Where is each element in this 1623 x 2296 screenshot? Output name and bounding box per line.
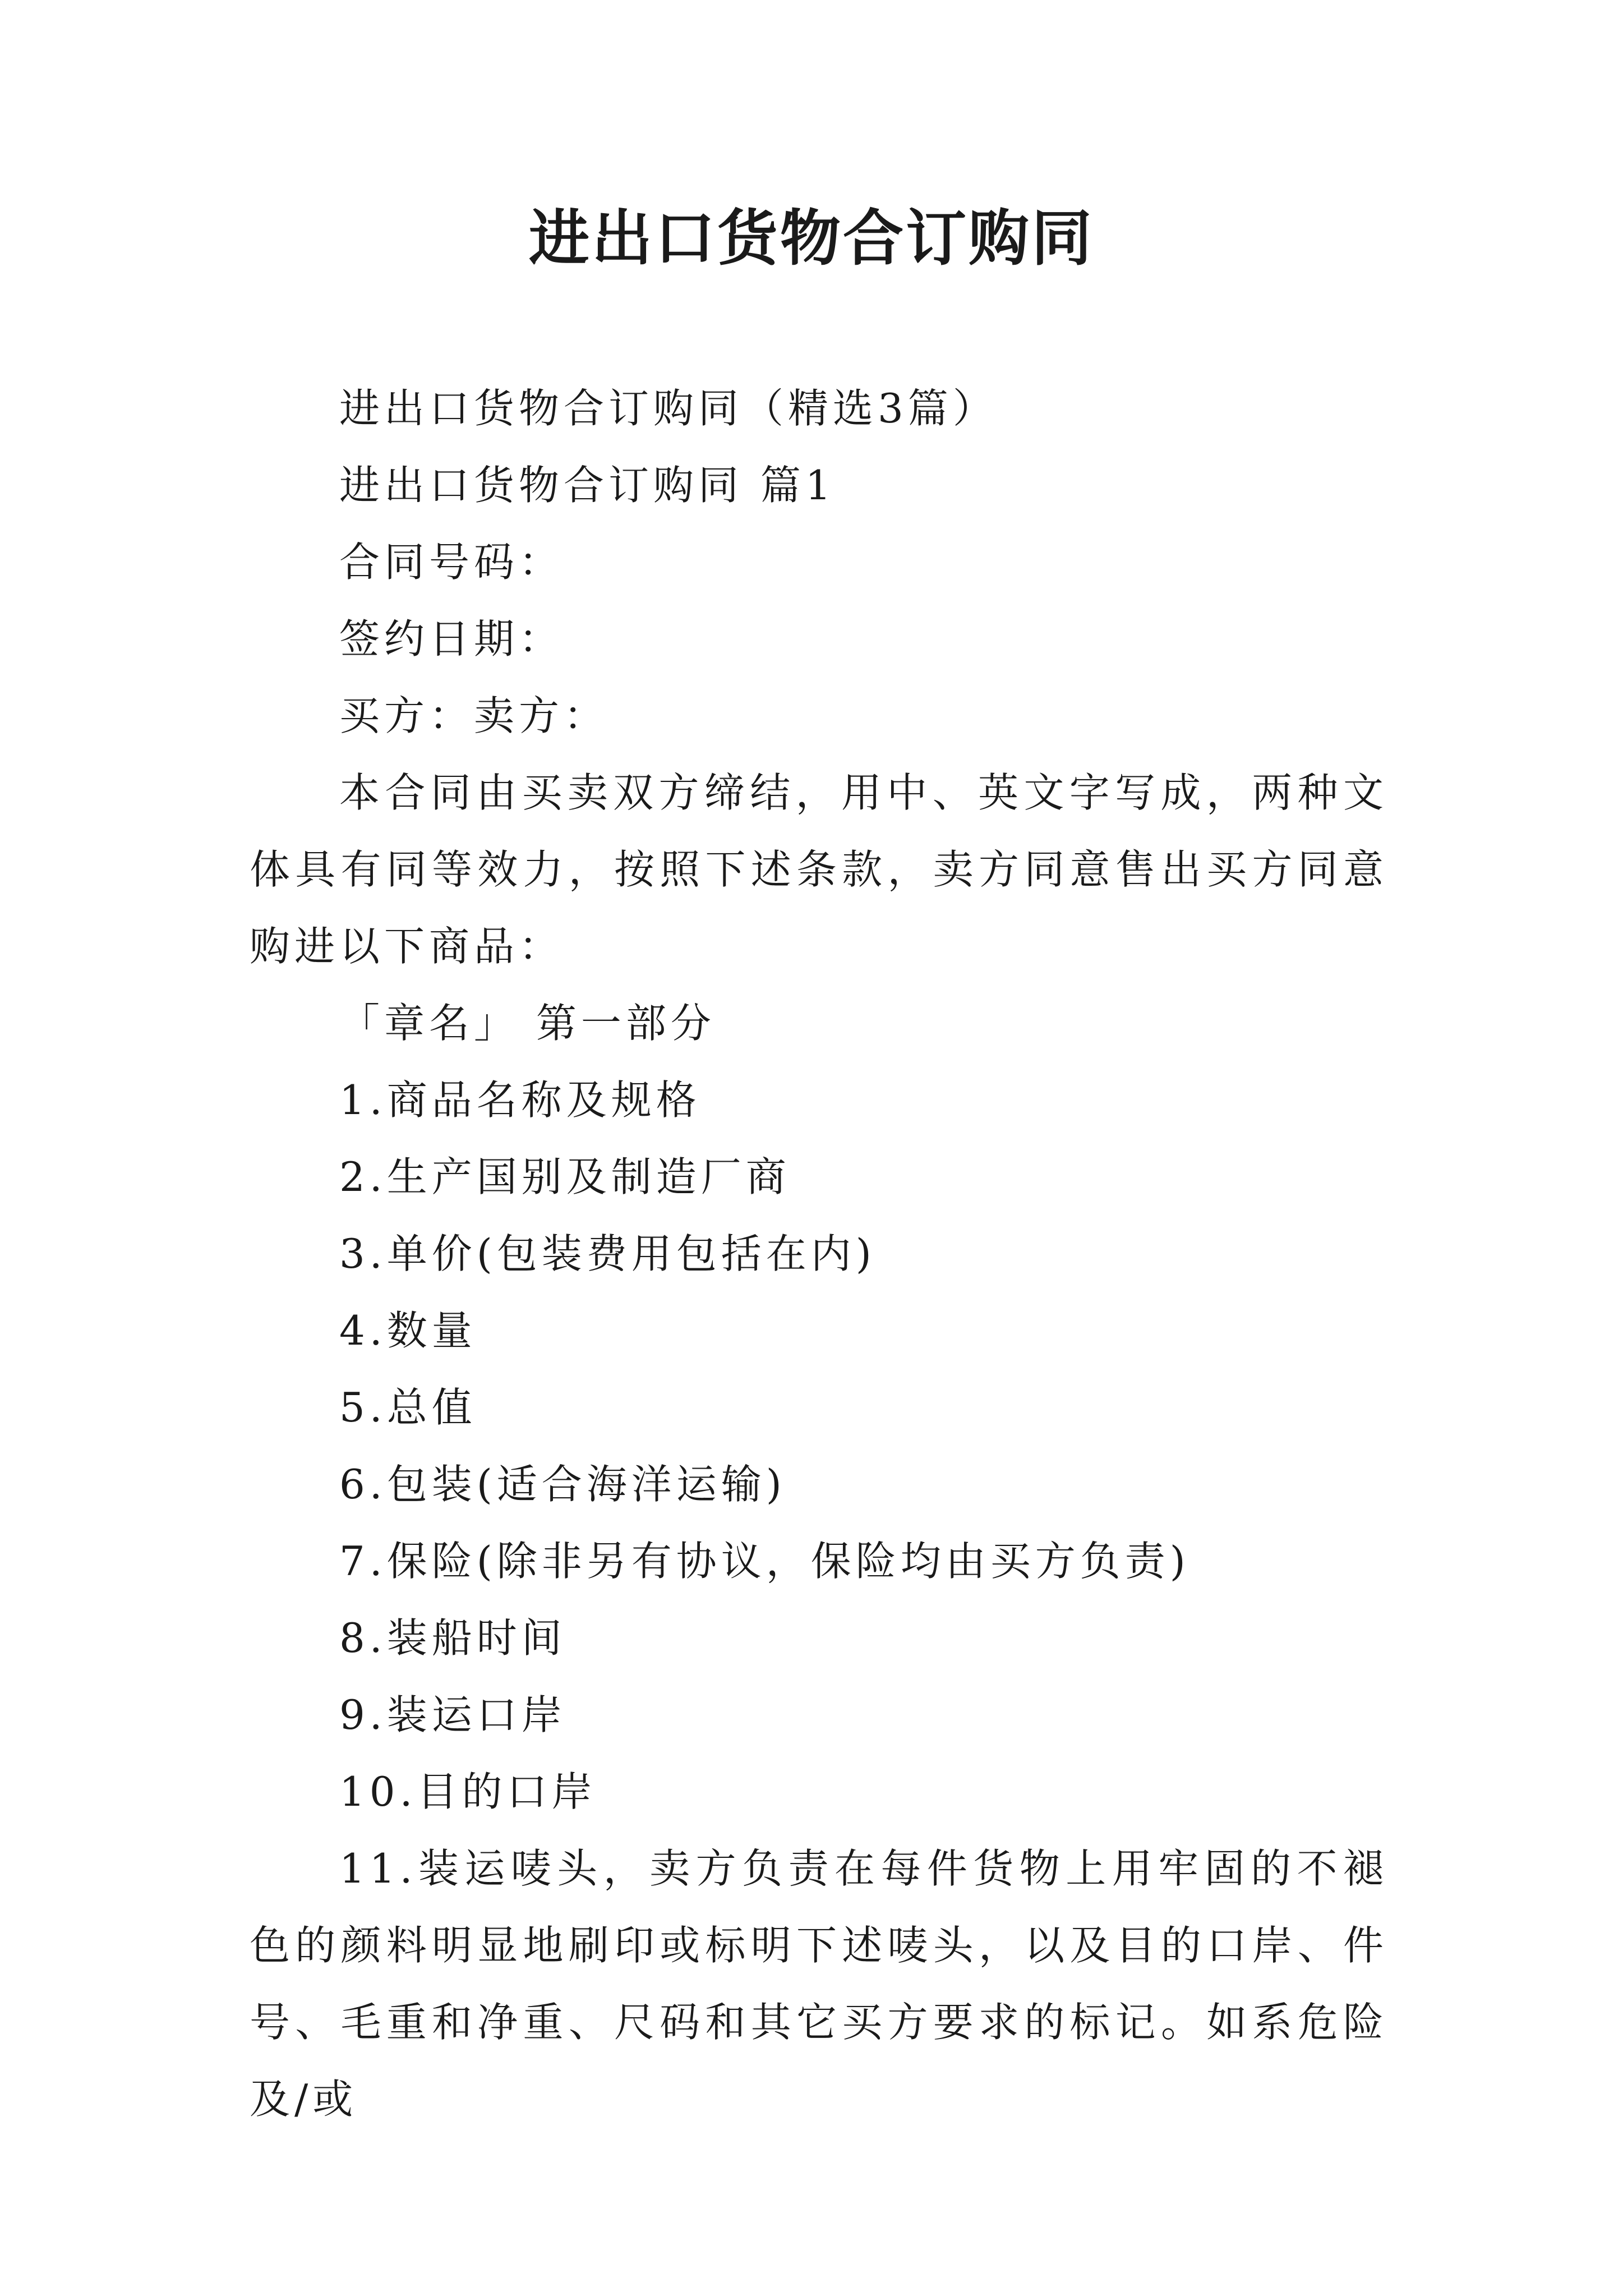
- list-item: 4.数量: [339, 1307, 477, 1354]
- section-heading: 进出口货物合订购同 篇1: [339, 462, 836, 509]
- list-item: 2.生产国别及制造厂商: [339, 1153, 791, 1200]
- chapter-line: 「章名」 第一部分: [339, 1000, 716, 1047]
- list-item: 6.包装(适合海洋运输): [339, 1461, 786, 1508]
- document-body: [250, 370, 1388, 2138]
- document-subtitle: 进出口货物合订购同（精选3篇）: [339, 385, 998, 432]
- document-title: 进出口货物合订购同: [528, 203, 1094, 274]
- item-11-paragraph: 11.装运唛头，卖方负责在每件货物上用牢固的不褪色的颜料明显地刷印或标明下述唛头，以及目的口岸、件号、毛重和净重、尺码和其它买方要求的标记。如系危险及/或: [250, 1845, 1388, 2123]
- list-item: 1.商品名称及规格: [339, 1076, 701, 1124]
- list-item: 10.目的口岸: [339, 1768, 597, 1815]
- list-item: 7.保险(除非另有协议，保险均由买方负责): [339, 1538, 1190, 1585]
- parties-line: 买方：卖方：: [339, 692, 609, 739]
- contract-number-label: 合同号码：: [339, 539, 564, 586]
- intro-paragraph: 本合同由买卖双方缔结，用中、英文字写成，两种文体具有同等效力，按照下述条款，卖方同意售出买方同意购进以下商品：: [250, 769, 1388, 970]
- list-item: 3.单价(包装费用包括在内): [339, 1230, 876, 1277]
- list-item: 9.装运口岸: [339, 1691, 566, 1738]
- list-item: 8.装船时间: [339, 1614, 566, 1662]
- list-item: 5.总值: [339, 1384, 477, 1431]
- signing-date-label: 签约日期：: [339, 615, 564, 662]
